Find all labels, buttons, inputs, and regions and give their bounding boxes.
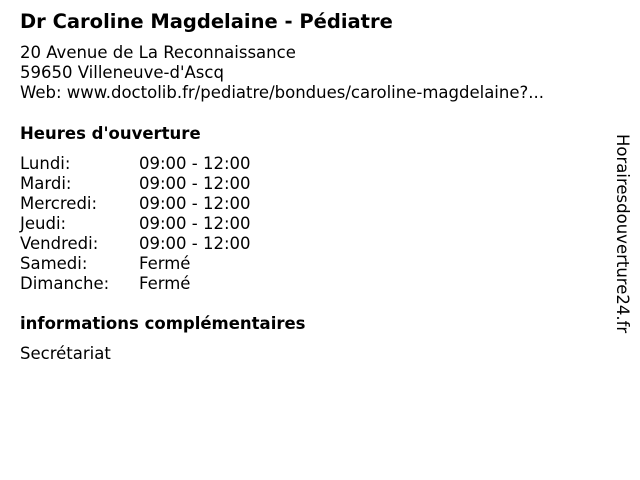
- day-label: Lundi:: [20, 154, 71, 173]
- hours-value: Fermé: [139, 274, 191, 293]
- day-label: Samedi:: [20, 254, 88, 273]
- day-label: Dimanche:: [20, 274, 110, 293]
- hours-value: 09:00 - 12:00: [139, 214, 251, 233]
- hours-value: 09:00 - 12:00: [139, 194, 251, 213]
- site-brand-vertical: Horairesdouverture24.fr: [613, 134, 632, 334]
- page-title: Dr Caroline Magdelaine - Pédiatre: [20, 10, 393, 33]
- hours-value: 09:00 - 12:00: [139, 234, 251, 253]
- address-block: [20, 43, 544, 103]
- opening-hours-heading: Heures d'ouverture: [20, 124, 201, 143]
- additional-info-text: Secrétariat: [20, 344, 111, 363]
- hours-value: Fermé: [139, 254, 191, 273]
- city-address: 59650 Villeneuve-d'Ascq: [20, 63, 224, 82]
- day-label: Jeudi:: [20, 214, 67, 233]
- website-line[interactable]: Web: www.doctolib.fr/pediatre/bondues/caroline-magdelaine?...: [20, 83, 544, 102]
- day-label: Mardi:: [20, 174, 72, 193]
- additional-info-heading: informations complémentaires: [20, 314, 306, 333]
- day-label: Mercredi:: [20, 194, 98, 213]
- street-address: 20 Avenue de La Reconnaissance: [20, 43, 296, 62]
- hours-value: 09:00 - 12:00: [139, 154, 251, 173]
- day-label: Vendredi:: [20, 234, 99, 253]
- hours-value: 09:00 - 12:00: [139, 174, 251, 193]
